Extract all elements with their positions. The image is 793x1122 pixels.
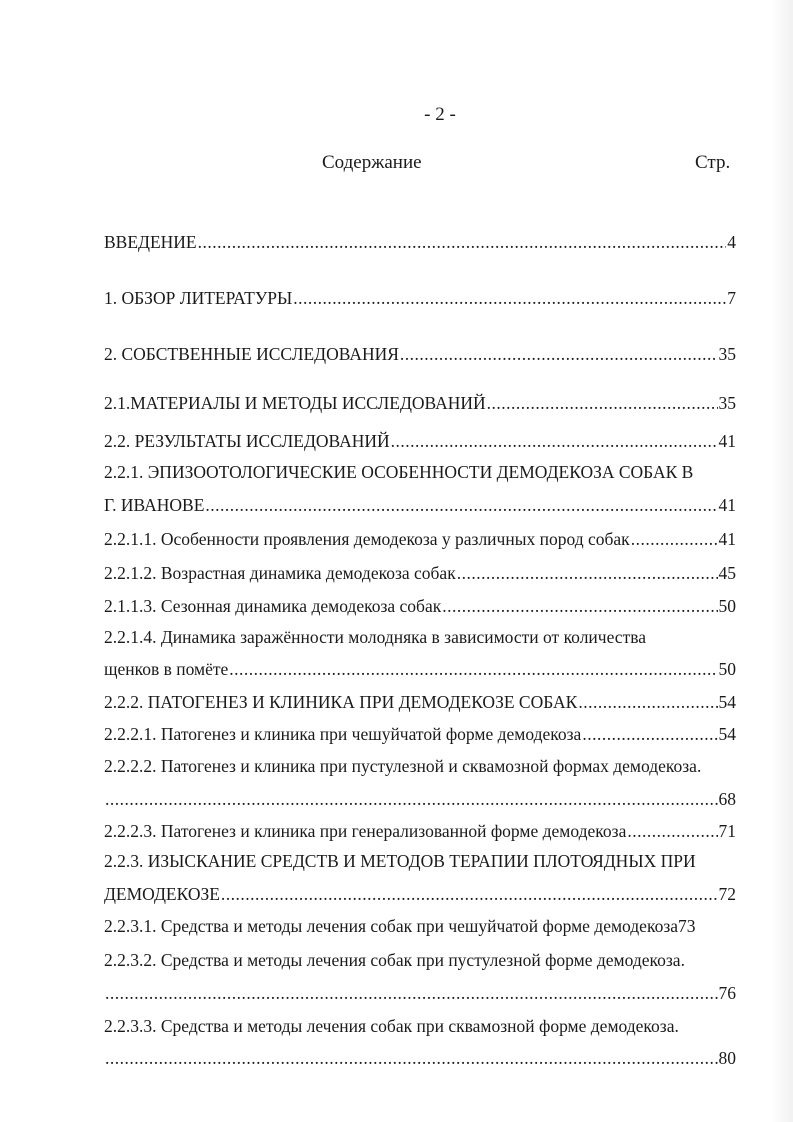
toc-entry[interactable] [104,563,736,584]
toc-entry-page: 50 [718,659,736,679]
dot-leader [293,288,726,309]
toc-entry[interactable] [104,1048,736,1069]
toc-entry-page: 50 [718,596,736,616]
toc-entry-page: 35 [718,393,736,413]
toc-entry-title: ДЕМОДЕКОЗЕ [104,884,220,904]
dot-leader [105,789,718,810]
toc-entry-page: 41 [718,431,736,451]
toc-entry-page: 71 [718,821,736,841]
toc-entry-title: 2.2.1.1. Особенности проявления демодекоза у различных пород собак [104,529,630,549]
toc-heading: Содержание [322,152,422,173]
toc-entry[interactable] [104,431,736,452]
toc-entry[interactable] [104,692,736,713]
toc-entry-page: 41 [718,529,736,549]
toc-entry[interactable] [104,393,736,414]
toc-entry-title: 2.2.2.3. Патогенез и клиника при генерализованной форме демодекоза [104,821,627,841]
toc-entry-title: 2.2.3.1. Средства и методы лечения собак при чешуйчатой форме демодекоза [104,916,678,936]
dot-leader [457,563,718,584]
toc-entry[interactable] [104,983,736,1004]
toc-entry-title: щенков в помёте [104,659,229,679]
scan-edge-shadow [771,0,793,1122]
toc-entry[interactable] [104,821,736,842]
page-column-label: Стр. [695,152,731,173]
toc-entry-title: ВВЕДЕНИЕ [104,232,197,252]
toc-entry[interactable] [104,344,736,365]
toc-entry[interactable] [104,232,736,253]
toc-entry-title: 1. ОБЗОР ЛИТЕРАТУРЫ [104,288,293,308]
toc-entry-title: Г. ИВАНОВЕ [104,495,205,515]
dot-leader [400,344,718,365]
toc-entry-page: 7 [727,288,736,308]
toc-entry[interactable] [104,789,736,810]
toc-entry-page: 45 [718,563,736,583]
toc-entry[interactable] [104,495,736,516]
dot-leader [221,884,718,905]
dot-leader [391,431,718,452]
dot-leader [487,393,718,414]
dot-leader [105,1048,718,1069]
toc-entry-title-line1: 2.2.1. ЭПИЗООТОЛОГИЧЕСКИЕ ОСОБЕННОСТИ ДЕМОДЕКОЗА СОБАК В [104,462,694,482]
toc-entry[interactable] [104,724,736,745]
toc-entry-page: 68 [718,789,736,809]
page-number: - 2 - [424,104,456,125]
toc-entry-title-line1: 2.2.1.4. Динамика заражённости молодняка в зависимости от количества [104,627,647,647]
toc-entry-title-line1: 2.2.3.2. Средства и методы лечения собак при пустулезной форме демодекоза. [104,950,685,970]
toc-entry-page: 41 [718,495,736,515]
dot-leader [105,983,718,1004]
dot-leader [205,495,717,516]
toc-entry[interactable] [104,659,736,680]
toc-entry-title: 2.2.2. ПАТОГЕНЕЗ И КЛИНИКА ПРИ ДЕМОДЕКОЗЕ СОБАК [104,692,578,712]
toc-entry-title-line1: 2.2.3. ИЗЫСКАНИЕ СРЕДСТВ И МЕТОДОВ ТЕРАПИИ ПЛОТОЯДНЫХ ПРИ [104,851,696,871]
toc-entry-page: 80 [718,1048,736,1068]
toc-entry-title: 2. СОБСТВЕННЫЕ ИССЛЕДОВАНИЯ [104,344,399,364]
toc-entry[interactable] [104,529,736,550]
dot-leader [578,692,717,713]
toc-entry-page: 54 [718,724,736,744]
toc-entry-title: 2.1.МАТЕРИАЛЫ И МЕТОДЫ ИССЛЕДОВАНИЙ [104,393,486,413]
toc-entry-title: 2.2. РЕЗУЛЬТАТЫ ИССЛЕДОВАНИЙ [104,431,390,451]
toc-entry-title: 2.2.2.1. Патогенез и клиника при чешуйчатой форме демодекоза [104,724,582,744]
toc-entry[interactable] [104,596,736,617]
dot-leader [627,821,717,842]
toc-entry[interactable] [104,916,736,937]
dot-leader [582,724,717,745]
toc-entry-page: 76 [718,983,736,1003]
dot-leader [631,529,718,550]
toc-entry-page: 4 [727,232,736,252]
dot-leader [198,232,727,253]
toc-entry-title-line1: 2.2.3.3. Средства и методы лечения собак при сквамозной форме демодекоза. [104,1016,679,1036]
toc-entry-page: 35 [718,344,736,364]
toc-entry-title: 2.1.1.3. Сезонная динамика демодекоза собак [104,596,442,616]
dot-leader [442,596,717,617]
toc-entry-page: 54 [718,692,736,712]
toc-entry-title-line1: 2.2.2.2. Патогенез и клиника при пустулезной и сквамозной формах демодекоза. [104,756,702,776]
dot-leader [229,659,717,680]
toc-entry-page: 73 [678,916,696,936]
toc-entry-title: 2.2.1.2. Возрастная динамика демодекоза собак [104,563,456,583]
toc-entry-page: 72 [718,884,736,904]
toc-entry[interactable] [104,288,736,309]
toc-entry[interactable] [104,884,736,905]
